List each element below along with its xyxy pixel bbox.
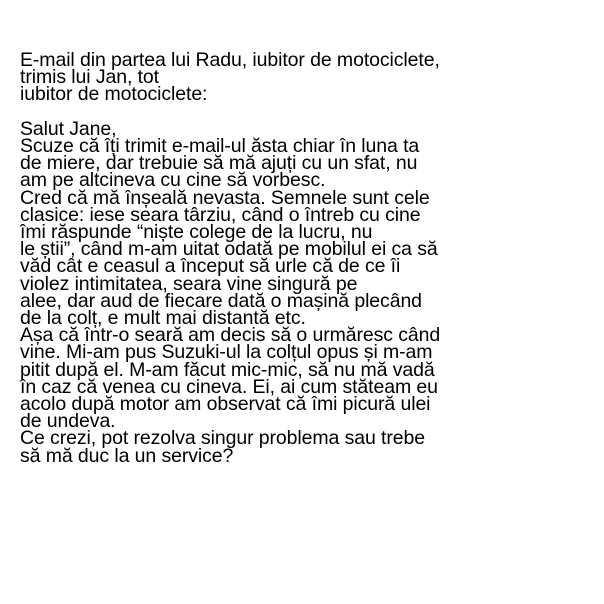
body-line: am pe altcineva cu cine să vorbesc. xyxy=(20,169,326,192)
body-line: pitit după el. M-am făcut mic-mic, să nu mă vadă xyxy=(20,358,435,381)
body-line: văd cât e ceasul a început să urle că de ce îi xyxy=(20,255,401,278)
body-line: în caz că venea cu cineva. Ei, ai cum stăteam eu xyxy=(20,375,438,398)
greeting-line: Salut Jane, xyxy=(20,117,117,140)
body-line: le știi”, când m-am uitat odată pe mobilul ei ca să xyxy=(20,238,438,261)
body-line: Așa că într-o seară am decis să o urmăresc când xyxy=(20,324,441,347)
intro-line: E-mail din partea lui Radu, iubitor de motociclete, xyxy=(20,49,440,71)
intro-line: trimis lui Jan, tot xyxy=(20,66,159,89)
body-line: Scuze că îți trimit e-mail-ul ăsta chiar în luna ta xyxy=(20,135,420,157)
body-line: Ce crezi, pot rezolva singur problema sau trebe xyxy=(20,427,426,450)
body-line: violez intimitatea, seara vine singură pe xyxy=(20,272,358,295)
body-line: să mă duc la un service? xyxy=(20,444,234,467)
body-line: de undeva. xyxy=(20,410,116,433)
body-line: Cred că mă înșeală nevasta. Semnele sunt cele xyxy=(20,186,430,209)
body-line: de miere, dar trebuie să mă ajuți cu un sfat, nu xyxy=(20,152,418,175)
body-line: îmi răspunde “niște colege de la lucru, nu xyxy=(20,221,373,244)
body-line: de la colț, e mult mai distantă etc. xyxy=(20,307,306,330)
intro-line: iubitor de motociclete: xyxy=(20,83,208,106)
body-line: acolo după motor am observat că îmi picură ulei xyxy=(20,393,431,416)
body-line: alee, dar aud de fiecare dată o mașină plecând xyxy=(20,289,422,312)
body-line: clasice: iese seara târziu, când o întreb cu cine xyxy=(20,203,421,226)
email-text-body xyxy=(20,49,595,467)
body-line: vine. Mi-am pus Suzuki-ul la colțul opus și m-am xyxy=(20,341,433,364)
